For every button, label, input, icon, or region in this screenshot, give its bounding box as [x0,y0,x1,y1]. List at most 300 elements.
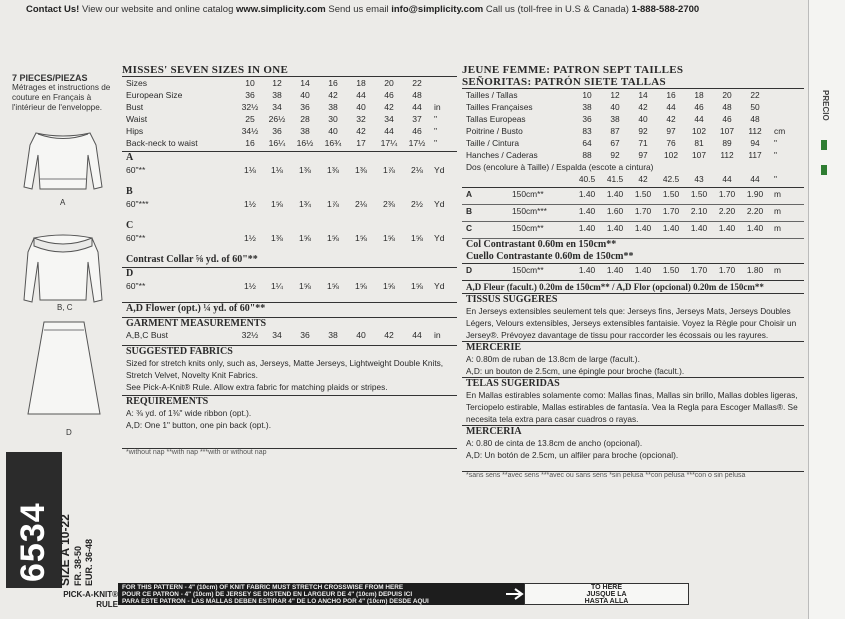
cell-value: 1.40 [606,265,624,275]
cell-value: 17 [356,138,366,148]
cell-value: 1.60 [606,206,624,216]
jeune-femme-chart [462,64,804,479]
cell-value: 1.40 [578,206,596,216]
row-label: Sizes [126,78,148,88]
yardage-row [462,222,804,239]
unit: " [434,138,438,148]
cell-value: 1⅝ [327,281,339,291]
cell-value: 67 [610,138,620,148]
cell-value: 1⅞ [383,165,395,175]
cell-value: 40 [610,102,620,112]
contact-line [26,4,816,15]
cell-value: 1.70 [718,189,736,199]
green-mark [821,140,827,150]
cell-value: 76 [666,138,676,148]
cell-value: 37 [412,114,422,124]
cell-value: 30 [328,114,338,124]
cell-value: 14 [300,78,310,88]
row-label: Tailles / Tallas [466,90,518,100]
pieces-title: 7 PIECES/PIEZAS [12,73,88,83]
cell-value: 36 [582,114,592,124]
cell-value: 32½ [241,102,259,112]
cell-value: 28 [300,114,310,124]
cell-value: 1.40 [634,223,652,233]
arrow-right-icon [504,587,526,601]
cell-value: 42 [384,330,394,340]
misses-chart [122,64,457,456]
cell-value: 1⅝ [383,281,395,291]
table-row [462,101,804,113]
cell-value: 42.5 [662,174,680,184]
misses-view-d-rows [122,268,457,302]
to-here-fr: JUSQUE LA [586,591,627,598]
table-row [462,89,804,101]
row-label: Hanches / Caderas [466,150,538,160]
jeune-measurement-rows [462,89,804,161]
cell-value: 44 [356,90,366,100]
cell-value: 2.20 [718,206,736,216]
cell-value: 42 [356,126,366,136]
cell-value: 81 [694,138,704,148]
cell-value: 25 [245,114,255,124]
unit: Yd [434,233,445,243]
cell-value: 40.5 [578,174,596,184]
cell-value: 1½ [244,199,256,209]
unit: " [774,138,777,148]
cell-value: 1.70 [634,206,652,216]
right-edge-strip [808,0,845,619]
cell-value: 107 [720,126,734,136]
cell-value: 107 [692,150,706,160]
fabric-width: 150cm** [512,265,544,275]
cell-value: 1⅛ [244,165,256,175]
cell-value: 36 [300,102,310,112]
cell-value: 36 [272,126,282,136]
view-a-top-illustration [22,125,104,197]
cell-value: 38 [300,126,310,136]
cell-value: 41.5 [606,174,624,184]
table-row [462,125,804,137]
cell-value: 1.40 [718,223,736,233]
tissus-text: En Jerseys extensibles seulement tels que: Jerseys fins, Jerseys Mats, Jerseys Doubles Légers, Velours extensibles, Jerseys extensibles fantaisie. Voyez la Règle pour Choisir un Jersey®. Prévoyez davantage de tissu pour raccorder les écossais ou les rayures. [466,306,797,340]
row-label: European Size [126,90,183,100]
unit: Yd [434,165,445,175]
cell-value: 46 [384,90,394,100]
unit: " [774,174,777,184]
cell-value: 12 [272,78,282,88]
cell-value: 117 [748,150,762,160]
table-row [462,149,804,161]
cell-value: 16 [666,90,676,100]
fabrics-title: SUGGESTED FABRICS [126,346,233,357]
misses-measurement-rows [122,77,457,149]
cell-value: 97 [666,126,676,136]
cell-value: 102 [692,126,706,136]
cell-value: 38 [582,102,592,112]
table-row [462,137,804,149]
cell-value: 34½ [241,126,259,136]
contact-label: Contact Us! [26,4,80,15]
contact-text-email: Send us email [328,4,389,15]
cell-value: 1⅝ [355,233,367,243]
garment-title: GARMENT MEASUREMENTS [126,318,267,329]
row-label: Tallas Europeas [466,114,526,124]
cell-value: 18 [694,90,704,100]
cell-value: 48 [750,114,760,124]
cell-value: 20 [384,78,394,88]
view-bc-label: B, C [57,303,73,312]
row-label: Taille / Cintura [466,138,520,148]
unit: " [434,126,438,136]
to-here-en: TO HERE [591,584,622,591]
view-letter [122,220,457,232]
cell-value: 50 [750,102,760,112]
french-size-range: FR. 38-50 [73,545,83,586]
rule-text-en: FOR THIS PATTERN - 4" (10cm) OF KNIT FABRIC MUST STRETCH CROSSWISE FROM HERE [122,584,404,591]
unit: m [774,206,781,216]
cell-value: 112 [748,126,762,136]
view-letter: B [466,206,473,216]
unit: m [774,265,781,275]
cell-value: 1⅝ [383,233,395,243]
table-row [122,77,457,89]
jeune-footnote: *sans sens **avec sens ***avec ou sans sens *sin pelusa **con pelusa ***con o sin pelusa [466,472,746,479]
cell-value: 38 [272,90,282,100]
cell-value: 1.80 [746,265,764,275]
row-label: Hips [126,126,144,136]
cell-value: 1.40 [578,223,596,233]
cell-value: 2½ [411,199,423,209]
cell-value: 1⅞ [327,199,339,209]
row-label: A,B,C Bust [126,330,169,340]
merceria-2: A,D: Un botón de 2.5cm, un alfiler para broche (opcional). [466,450,679,460]
contrast-collar-fr: Col Contrastant 0.60m en 150cm** [466,239,617,250]
cell-value: 36 [300,330,310,340]
pieces-info [12,73,112,113]
cell-value: 1.40 [634,265,652,275]
cell-value: 40 [356,102,366,112]
table-row [462,113,804,125]
cell-value: 44 [722,174,732,184]
contrast-collar: Contrast Collar ⅝ yd. of 60"** [126,254,258,265]
pattern-number-box [6,452,62,588]
cell-value: 1.50 [662,189,680,199]
pattern-number: 6534 [14,502,52,582]
table-row [122,198,457,220]
misses-yardage-rows [122,152,457,254]
pieces-note: Métrages et instructions de couture en Français à l'intérieur de l'enveloppe. [12,83,111,112]
to-here-es: HASTA ALLA [584,598,629,605]
unit: in [434,330,441,340]
cell-value: 44 [694,114,704,124]
cell-value: 48 [722,102,732,112]
cell-value: 1⅜ [355,165,367,175]
cell-value: 44 [750,174,760,184]
cell-value: 112 [720,150,734,160]
cell-value: 1.40 [578,265,596,275]
pick-a-knit-rule-bar [118,583,524,605]
telas-title: TELAS SUGERIDAS [466,378,560,389]
cell-value: 1½ [244,281,256,291]
cell-value: 42 [384,102,394,112]
cell-value: 34 [272,330,282,340]
table-row [122,101,457,113]
cell-value: 1¾ [299,199,311,209]
cell-value: 1.40 [662,223,680,233]
cell-value: 1⅝ [271,199,283,209]
cell-value: 71 [638,138,648,148]
cell-value: 44 [412,102,422,112]
rule-text-fr: POUR CE PATRON - 4" (10cm) DE JERSEY SE DISTEND EN LARGEUR DE 4" (10cm) DEPUIS ICI [122,591,413,598]
pick-a-knit-endpoint [524,583,689,605]
row-label: Bust [126,102,144,112]
cell-value: 89 [722,138,732,148]
requirement-1: A: ⅜ yd. of 1⅜" wide ribbon (opt.). [126,408,252,418]
requirements-title: REQUIREMENTS [126,396,209,407]
cell-value: 1.40 [606,189,624,199]
table-row [122,280,457,302]
view-d-label: D [66,428,72,437]
cell-value: 1⅛ [271,165,283,175]
flower-line-fr-es: A,D Fleur (facult.) 0.20m de 150cm** / A,D Flor (opcional) 0.20m de 150cm** [466,282,764,292]
fabrics-note: See Pick-A-Knit® Rule. Allow extra fabric for matching plaids or stripes. [126,382,388,392]
fabric-width: 150cm** [512,189,544,199]
fabric-width: 150cm*** [512,206,547,216]
european-size-range: EUR. 36-48 [84,538,94,586]
table-row [122,137,457,149]
cell-value: 1⅝ [327,233,339,243]
view-a-label: A [60,198,66,207]
website-link[interactable]: www.simplicity.com [236,4,326,15]
row-label: Waist [126,114,148,124]
fabric-width: 60"** [126,233,146,243]
cell-value: 46 [694,102,704,112]
table-row [122,329,457,345]
mercerie-title: MERCERIE [466,342,522,353]
cell-value: 32½ [241,330,259,340]
row-label: Poitrine / Busto [466,126,523,136]
cell-value: 26½ [268,114,286,124]
size-range: SIZE A 10-22 [58,514,72,586]
merceria-title: MERCERIA [466,426,522,437]
unit: " [434,114,438,124]
cell-value: 87 [610,126,620,136]
cell-value: 1⅜ [299,165,311,175]
cell-value: 46 [722,114,732,124]
cell-value: 38 [328,330,338,340]
table-row [122,125,457,137]
table-row [462,173,804,187]
cell-value: 83 [582,126,592,136]
cell-value: 34 [384,114,394,124]
mercerie-1: A: 0.80m de ruban de 13.8cm de large (facult.). [466,354,640,364]
cell-value: 1⅝ [299,233,311,243]
cell-value: 64 [582,138,592,148]
cell-value: 40 [300,90,310,100]
cell-value: 2⅜ [383,199,395,209]
cell-value: 2.20 [746,206,764,216]
cell-value: 17¼ [380,138,398,148]
cell-value: 42 [666,114,676,124]
cell-value: 22 [412,78,422,88]
cell-value: 1.40 [578,189,596,199]
cell-value: 1⅝ [411,281,423,291]
table-row [122,113,457,125]
requirement-2: A,D: One 1" button, one pin back (opt.). [126,420,271,430]
cell-value: 1.50 [662,265,680,275]
cell-value: 16¾ [324,138,342,148]
cell-value: 2.10 [690,206,708,216]
cell-value: 42 [638,174,648,184]
cell-value: 42 [638,102,648,112]
cell-value: 1.40 [606,223,624,233]
rule-text-es: PARA ESTE PATRON - LAS MALLAS DEBEN ESTIRAR 4" DE LO ANCHO POR 4" (10cm) DESDE AQUI [122,598,429,605]
cell-value: 1.90 [746,189,764,199]
tissus-title: TISSUS SUGGERES [466,294,558,305]
view-letter: A [466,189,473,199]
yardage-row [462,205,804,222]
unit: m [774,189,781,199]
cell-value: 1.50 [634,189,652,199]
cell-value: 10 [582,90,592,100]
cell-value: 34 [272,102,282,112]
row-label: Back-neck to waist [126,138,198,148]
table-row [122,232,457,254]
back-length-values [462,173,804,187]
cell-value: 92 [610,150,620,160]
cell-value: 1⅜ [327,165,339,175]
view-bc-top-illustration [22,228,104,308]
cell-value: 38 [328,102,338,112]
view-d-skirt-illustration [26,318,106,418]
cell-value: 1⅝ [299,281,311,291]
email-link[interactable]: info@simplicity.com [391,4,484,15]
unit: " [774,150,777,160]
cell-value: 1½ [244,233,256,243]
cell-value: 1⅝ [411,233,423,243]
cell-value: 10 [245,78,255,88]
contact-text-phone: Call us (toll-free in U.S & Canada) [485,4,629,15]
unit: m [774,223,781,233]
cell-value: 102 [664,150,678,160]
cell-value: 44 [412,330,422,340]
view-letter: C [466,223,473,233]
fabric-width: 60"** [126,165,146,175]
green-mark [821,165,827,175]
view-letter-text: D [126,268,134,279]
contact-text-website: View our website and online catalog [81,4,234,15]
jeune-title-es: SEÑORITAS: PATRÓN SIETE TALLAS [462,76,666,88]
view-letter: D [466,265,473,275]
cell-value: 36 [245,90,255,100]
cell-value: 94 [750,138,760,148]
jeune-view-d-rows [462,264,804,280]
cell-value: 1.40 [690,223,708,233]
view-letter [122,268,457,280]
cell-value: 14 [638,90,648,100]
cell-value: 92 [638,126,648,136]
unit: Yd [434,281,445,291]
cell-value: 40 [356,330,366,340]
cell-value: 43 [694,174,704,184]
cell-value: 44 [666,102,676,112]
flower-line: A,D Flower (opt.) ¼ yd. of 60"** [126,303,266,314]
cell-value: 2⅛ [411,165,423,175]
jeune-yardage-rows [462,188,804,239]
view-letter [122,152,457,164]
table-row [122,164,457,186]
view-letter-text: B [126,186,133,197]
price-label: PRECIO [821,90,830,121]
telas-text: En Mallas estirables solamente como: Mallas finas, Mallas sin brillo, Mallas dobles ligeras, Terciopelo estirable, Mallas estirables de fantasía. Vea la Regla para Escoger Mallas®. Se necesita tela extra para casar cuadros o rayas. [466,390,798,424]
cell-value: 42 [328,90,338,100]
misses-footnote: *without nap **with nap ***with or without nap [126,449,267,456]
cell-value: 22 [750,90,760,100]
cell-value: 1.70 [718,265,736,275]
unit: cm [774,126,786,136]
cell-value: 16 [245,138,255,148]
cell-value: 32 [356,114,366,124]
view-letter-text: C [126,220,134,231]
cell-value: 40 [328,126,338,136]
cell-value: 1.70 [662,206,680,216]
cell-value: 16¼ [268,138,286,148]
cell-value: 16½ [296,138,314,148]
garment-row [122,329,457,345]
fabric-width: 150cm** [512,223,544,233]
row-label: Tailles Françaises [466,102,533,112]
cell-value: 12 [610,90,620,100]
misses-title: MISSES' SEVEN SIZES IN ONE [122,64,289,76]
fabrics-text: Sized for stretch knits only, such as, Jerseys, Matte Jerseys, Lightweight Double Knits, Stretch Velvet, Novelty Knit Fabrics. [126,358,444,380]
unit: in [434,102,441,112]
cell-value: 44 [384,126,394,136]
cell-value: 2⅛ [355,199,367,209]
contrast-collar-es: Cuello Contrastante 0.60m de 150cm** [466,251,634,262]
phone-number: 1-888-588-2700 [631,4,700,15]
yardage-row [462,188,804,205]
pick-a-knit-label: PICK-A-KNIT® RULE [63,590,118,609]
cell-value: 1.40 [746,223,764,233]
unit: Yd [434,199,445,209]
cell-value: 1⅜ [271,233,283,243]
cell-value: 17½ [408,138,426,148]
yardage-row [462,264,804,280]
back-length-label: Dos (encolure à Taille) / Espalda (escote a cintura) [466,162,654,172]
fabric-width: 60"*** [126,199,149,209]
cell-value: 1.50 [690,189,708,199]
table-row [122,89,457,101]
cell-value: 16 [328,78,338,88]
cell-value: 18 [356,78,366,88]
view-letter [122,186,457,198]
cell-value: 1.70 [690,265,708,275]
cell-value: 1¼ [271,281,283,291]
jeune-title-fr: JEUNE FEMME: PATRON SEPT TAILLES [462,64,684,76]
view-letter-text: A [126,152,134,163]
cell-value: 20 [722,90,732,100]
cell-value: 88 [582,150,592,160]
merceria-1: A: 0.80 de cinta de 13.8cm de ancho (opcional). [466,438,643,448]
cell-value: 46 [412,126,422,136]
cell-value: 38 [610,114,620,124]
fabric-width: 60"** [126,281,146,291]
mercerie-2: A,D: un bouton de 2.5cm, une épingle pour broche (facult.). [466,366,685,376]
cell-value: 40 [638,114,648,124]
cell-value: 97 [638,150,648,160]
cell-value: 48 [412,90,422,100]
cell-value: 1⅝ [355,281,367,291]
